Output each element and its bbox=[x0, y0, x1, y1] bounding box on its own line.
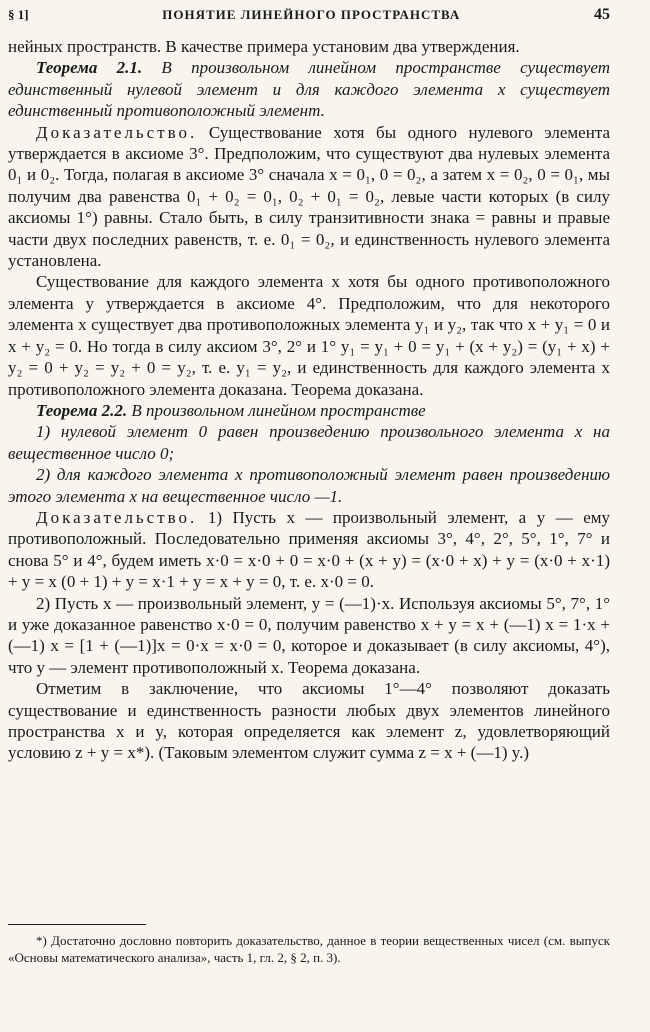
page-number: 45 bbox=[593, 6, 610, 23]
paragraph-conclusion: Отметим в заключение, что аксиомы 1°—4° позволяют доказать существование и единственность разности любых двух элементов линейного пространства x и y, которая определяется как элемент z, удовлетворяющий условию z + y = x*). (Таковым элементом служит сумма z = x + (—1) y.) bbox=[8, 679, 610, 763]
theorem-2-2-name: Теорема 2.2. bbox=[36, 400, 128, 420]
page-body bbox=[8, 36, 610, 764]
proof-label: Доказательство. bbox=[36, 507, 198, 527]
theorem-2-1-proof bbox=[8, 122, 610, 272]
theorem-2-1-name: Теорема 2.1. bbox=[36, 58, 143, 78]
running-header bbox=[8, 6, 610, 36]
chapter-title: ПОНЯТИЕ ЛИНЕЙНОГО ПРОСТРАНСТВА bbox=[162, 7, 461, 22]
theorem-2-2 bbox=[8, 400, 610, 421]
paragraph-intro: нейных пространств. В качестве примера установим два утверждения. bbox=[8, 37, 520, 56]
proof-text: 1) Пусть x — произвольный элемент, а y — ему противоположный. Последовательно применяя аксиомы 3°, 4°, 2°, 5°, 1°, 7° и снова 5° и 4°, будем иметь x·0 = x·0 + 0 = x·0 + (x + y) = (x·0 + x) + y = (x·0 + x·1) + y = x (0 + 1) + y = x·1 + y = x + y = 0, т. е. x·0 = 0. bbox=[8, 507, 610, 592]
theorem-2-1-statement: В произвольном линейном пространстве существует единственный нулевой элемент и для каждого элемента x существует единственный противоположный элемент. bbox=[8, 58, 610, 121]
theorem-2-1 bbox=[8, 57, 610, 121]
paragraph-opposite-uniqueness: Существование для каждого элемента x хотя бы одного противоположного элемента y утверждается в аксиоме 4°. Предположим, что для некоторого элемента x существует два противоположных элемента y₁ и y₂, так что x + y₁ = 0 и x + y₂ = 0. Но тогда в силу аксиом 3°, 2° и 1° y₁ = y₁ + 0 = y₁ + (x + y₂) = (y₁ + x) + y₂ = 0 + y₂ = y₂ + 0 = y₂, т. е. y₁ = y₂, и единственность для каждого элемента x противоположного элемента доказана. Теорема доказана. bbox=[8, 272, 610, 399]
theorem-2-2-item-1: 1) нулевой элемент 0 равен произведению произвольного элемента x на вещественное число 0; bbox=[8, 422, 610, 463]
theorem-2-2-statement: В произвольном линейном пространстве bbox=[131, 400, 426, 420]
theorem-2-2-proof bbox=[8, 507, 610, 593]
proof-text: Существование хотя бы одного нулевого элемента утверждается в аксиоме 3°. Предположим, что существуют два нулевых элемента 0₁ и 0₂. Тогда, полагая в аксиоме 3° сначала x = 0₁, 0 = 0₂, а затем x = 0₂, 0 = 0₁, мы получим два равенства 0₁ + 0₂ = 0₁, 0₂ + 0₁ = 0₂, левые части которых (в силу аксиомы 1°) равны. Стало быть, в силу транзитивности знака = равны и правые части двух последних равенств, т. е. 0₁ = 0₂, и единственность нулевого элемента установлена. bbox=[8, 122, 611, 271]
footnote: *) Достаточно дословно повторить доказательство, данное в теории вещественных чисел (см. выпуск «Основы математического анализа», часть 1, гл. 2, § 2, п. 3). bbox=[8, 933, 610, 965]
footnote-divider bbox=[8, 924, 146, 925]
paragraph-proof-part-2: 2) Пусть x — произвольный элемент, y = (—1)·x. Используя аксиомы 5°, 7°, 1° и уже доказанное равенство x·0 = 0, получим равенство x + y = x + (—1) x = 1·x + (—1) x = [1 + (—1)]x = 0·x = x·0 = 0, которое и доказывает (в силу аксиомы, 4°), что y — элемент противоположный x. Теорема доказана. bbox=[8, 593, 610, 677]
proof-label: Доказательство. bbox=[36, 122, 198, 142]
section-ref: § 1] bbox=[8, 7, 29, 22]
theorem-2-2-item-2: 2) для каждого элемента x противоположный элемент равен произведению этого элемента x на вещественное число —1. bbox=[8, 465, 610, 506]
